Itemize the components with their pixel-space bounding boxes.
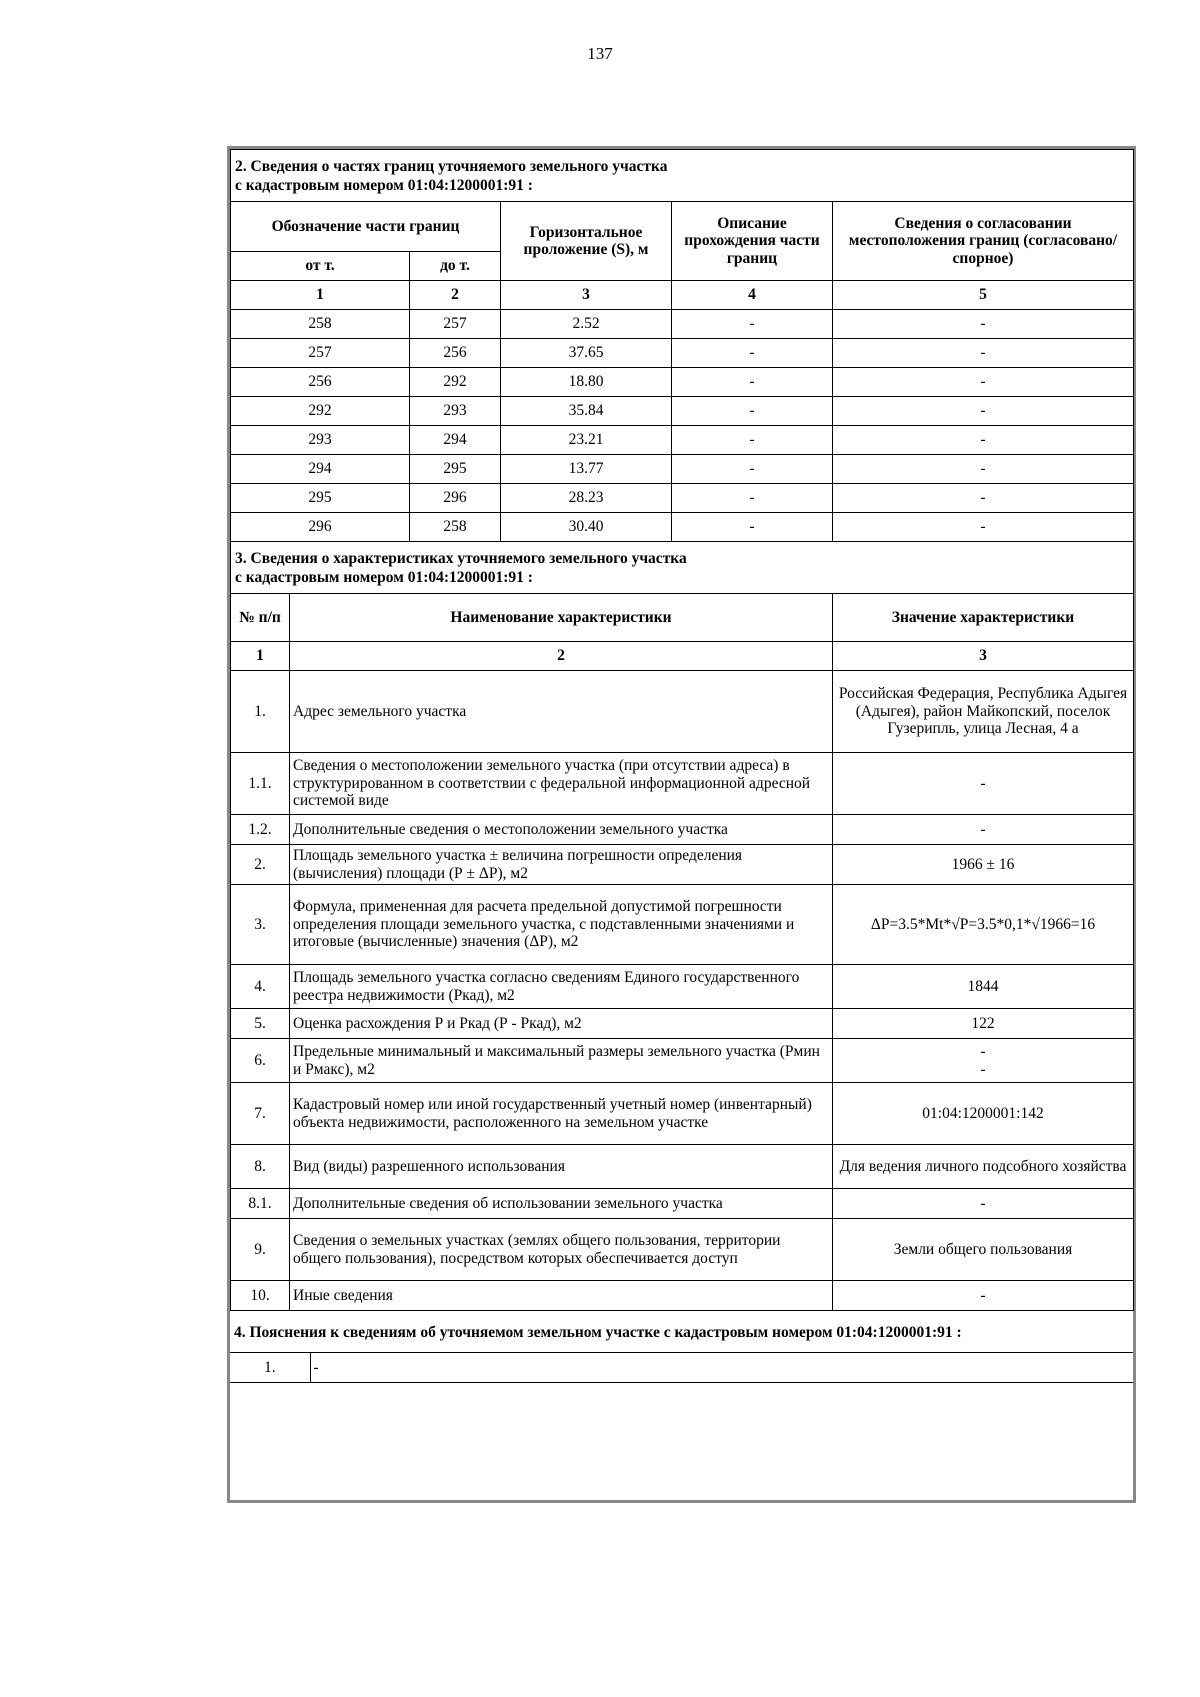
agreement-status: - (833, 310, 1134, 339)
characteristic-value: ΔР=3.5*Mt*√P=3.5*0,1*√1966=16 (833, 885, 1134, 965)
section3-title-line2: с кадастровым номером 01:04:1200001:91 : (235, 569, 533, 586)
section2-rows (231, 310, 1134, 542)
characteristic-value: - (833, 753, 1134, 815)
boundary-description: - (672, 426, 833, 455)
row-number: 3. (231, 885, 290, 965)
section2-title (231, 150, 1134, 202)
agreement-status: - (833, 513, 1134, 542)
section3-rows (231, 671, 1134, 1311)
horizontal-distance: 28.23 (501, 484, 672, 513)
horizontal-distance: 37.65 (501, 339, 672, 368)
header-name: Наименование характеристики (290, 594, 833, 642)
column-number: 1 (231, 642, 290, 671)
table-row (231, 455, 1134, 484)
document-frame (227, 146, 1136, 1503)
characteristic-name: Предельные минимальный и максимальный размеры земельного участка (Рмин и Рмакс), м2 (290, 1039, 833, 1083)
point-to: 256 (410, 339, 501, 368)
row-number: 6. (231, 1039, 290, 1083)
section3-title (231, 542, 1134, 594)
characteristic-name: Вид (виды) разрешенного использования (290, 1145, 833, 1189)
boundary-description: - (672, 339, 833, 368)
table-row (231, 1039, 1134, 1083)
header-to: до т. (410, 252, 501, 281)
table-row (231, 513, 1134, 542)
point-to: 295 (410, 455, 501, 484)
table-row (231, 1145, 1134, 1189)
section4-title: 4. Пояснения к сведениям об уточняемом земельном участке с кадастровым номером 01:04:1200001:91 : (230, 1311, 1133, 1353)
header-agreement: Сведения о согласовании местоположения границ (согласовано/спорное) (833, 202, 1134, 281)
horizontal-distance: 13.77 (501, 455, 672, 484)
table-row (231, 339, 1134, 368)
explanation-text: - (310, 1353, 1133, 1383)
point-to: 257 (410, 310, 501, 339)
column-number: 2 (410, 281, 501, 310)
characteristic-value: - (833, 815, 1134, 845)
column-number: 3 (833, 642, 1134, 671)
table-row (231, 368, 1134, 397)
characteristic-value: 01:04:1200001:142 (833, 1083, 1134, 1145)
table-row (231, 671, 1134, 753)
table-row (231, 885, 1134, 965)
table-row (231, 965, 1134, 1009)
section2-table (230, 149, 1134, 542)
horizontal-distance: 2.52 (501, 310, 672, 339)
characteristic-value: 1966 ± 16 (833, 845, 1134, 885)
header-designation: Обозначение части границ (231, 202, 501, 252)
row-number: 2. (231, 845, 290, 885)
agreement-status: - (833, 426, 1134, 455)
boundary-description: - (672, 397, 833, 426)
row-number: 1. (230, 1353, 310, 1383)
horizontal-distance: 18.80 (501, 368, 672, 397)
characteristic-value-max: - (980, 1060, 986, 1078)
section2-title-line1: 2. Сведения о частях границ уточняемого земельного участка (235, 158, 668, 176)
agreement-status: - (833, 397, 1134, 426)
boundary-description: - (672, 368, 833, 397)
point-to: 293 (410, 397, 501, 426)
column-number: 3 (501, 281, 672, 310)
agreement-status: - (833, 339, 1134, 368)
agreement-status: - (833, 484, 1134, 513)
column-number: 1 (231, 281, 410, 310)
column-number: 4 (672, 281, 833, 310)
characteristic-value (833, 1039, 1134, 1083)
row-number: 7. (231, 1083, 290, 1145)
characteristic-name: Формула, примененная для расчета предельной допустимой погрешности определения площади земельного участка, с подставленными значениями и итоговые (вычисленные) значения (ΔР), м2 (290, 885, 833, 965)
characteristic-name: Сведения о местоположении земельного участка (при отсутствии адреса) в структурированном в соответствии с федеральной информационной адресной системой виде (290, 753, 833, 815)
characteristic-name: Иные сведения (290, 1281, 833, 1311)
header-description: Описание прохождения части границ (672, 202, 833, 281)
row-number: 5. (231, 1009, 290, 1039)
table-row (231, 1009, 1134, 1039)
table-row (231, 1083, 1134, 1145)
point-to: 294 (410, 426, 501, 455)
agreement-status: - (833, 368, 1134, 397)
row-number: 1.2. (231, 815, 290, 845)
characteristic-name: Оценка расхождения Р и Ркад (Р - Ркад), м2 (290, 1009, 833, 1039)
row-number: 1. (231, 671, 290, 753)
characteristic-value: - (833, 1189, 1134, 1219)
table-row (231, 753, 1134, 815)
table-row (230, 1353, 1133, 1383)
table-row (231, 815, 1134, 845)
characteristic-name: Кадастровый номер или иной государственный учетный номер (инвентарный) объекта недвижимости, расположенного на земельном участке (290, 1083, 833, 1145)
header-from: от т. (231, 252, 410, 281)
boundary-description: - (672, 310, 833, 339)
characteristic-value: Земли общего пользования (833, 1219, 1134, 1281)
column-number: 5 (833, 281, 1134, 310)
point-to: 258 (410, 513, 501, 542)
page-number: 137 (587, 44, 613, 63)
section2-title-line2: с кадастровым номером 01:04:1200001:91 : (235, 177, 533, 194)
characteristic-value: 1844 (833, 965, 1134, 1009)
row-number: 9. (231, 1219, 290, 1281)
table-row (231, 397, 1134, 426)
table-row (231, 1219, 1134, 1281)
point-from: 294 (231, 455, 410, 484)
characteristic-name: Дополнительные сведения об использовании земельного участка (290, 1189, 833, 1219)
point-from: 258 (231, 310, 410, 339)
point-from: 295 (231, 484, 410, 513)
characteristic-value-min: - (980, 1043, 986, 1061)
characteristic-name: Дополнительные сведения о местоположении земельного участка (290, 815, 833, 845)
section3-title-line1: 3. Сведения о характеристиках уточняемого земельного участка (235, 550, 687, 568)
row-number: 1.1. (231, 753, 290, 815)
header-value: Значение характеристики (833, 594, 1134, 642)
table-row (231, 310, 1134, 339)
table-row (231, 1281, 1134, 1311)
row-number: 4. (231, 965, 290, 1009)
point-from: 257 (231, 339, 410, 368)
section3-table (230, 542, 1134, 1311)
column-number: 2 (290, 642, 833, 671)
horizontal-distance: 30.40 (501, 513, 672, 542)
column-numbers-row (231, 642, 1134, 671)
boundary-description: - (672, 484, 833, 513)
characteristic-name: Площадь земельного участка согласно сведениям Единого государственного реестра недвижимости (Ркад), м2 (290, 965, 833, 1009)
empty-cell (230, 1383, 1133, 1437)
header-num: № п/п (231, 594, 290, 642)
boundary-description: - (672, 455, 833, 484)
table-row (231, 845, 1134, 885)
characteristic-name: Площадь земельного участка ± величина погрешности определения (вычисления) площади (Р ± ΔР), м2 (290, 845, 833, 885)
column-numbers-row (231, 281, 1134, 310)
table-row (231, 484, 1134, 513)
agreement-status: - (833, 455, 1134, 484)
row-number: 10. (231, 1281, 290, 1311)
header-horizontal: Горизонтальное проложение (S), м (501, 202, 672, 281)
characteristic-name: Сведения о земельных участках (землях общего пользования, территории общего пользования), посредством которых обеспечивается доступ (290, 1219, 833, 1281)
characteristic-name: Адрес земельного участка (290, 671, 833, 753)
point-from: 296 (231, 513, 410, 542)
horizontal-distance: 23.21 (501, 426, 672, 455)
boundary-description: - (672, 513, 833, 542)
section4-rows (230, 1353, 1133, 1383)
point-from: 256 (231, 368, 410, 397)
table-row (231, 426, 1134, 455)
characteristic-value: Для ведения личного подсобного хозяйства (833, 1145, 1134, 1189)
characteristic-value: 122 (833, 1009, 1134, 1039)
section4-empty-row (230, 1383, 1133, 1437)
characteristic-value: Российская Федерация, Республика Адыгея (Адыгея), район Майкопский, поселок Гузерипль, улица Лесная, 4 а (833, 671, 1134, 753)
point-from: 292 (231, 397, 410, 426)
point-to: 296 (410, 484, 501, 513)
row-number: 8.1. (231, 1189, 290, 1219)
point-to: 292 (410, 368, 501, 397)
characteristic-value: - (833, 1281, 1134, 1311)
row-number: 8. (231, 1145, 290, 1189)
table-row (231, 1189, 1134, 1219)
point-from: 293 (231, 426, 410, 455)
section4-table (230, 1311, 1133, 1437)
horizontal-distance: 35.84 (501, 397, 672, 426)
